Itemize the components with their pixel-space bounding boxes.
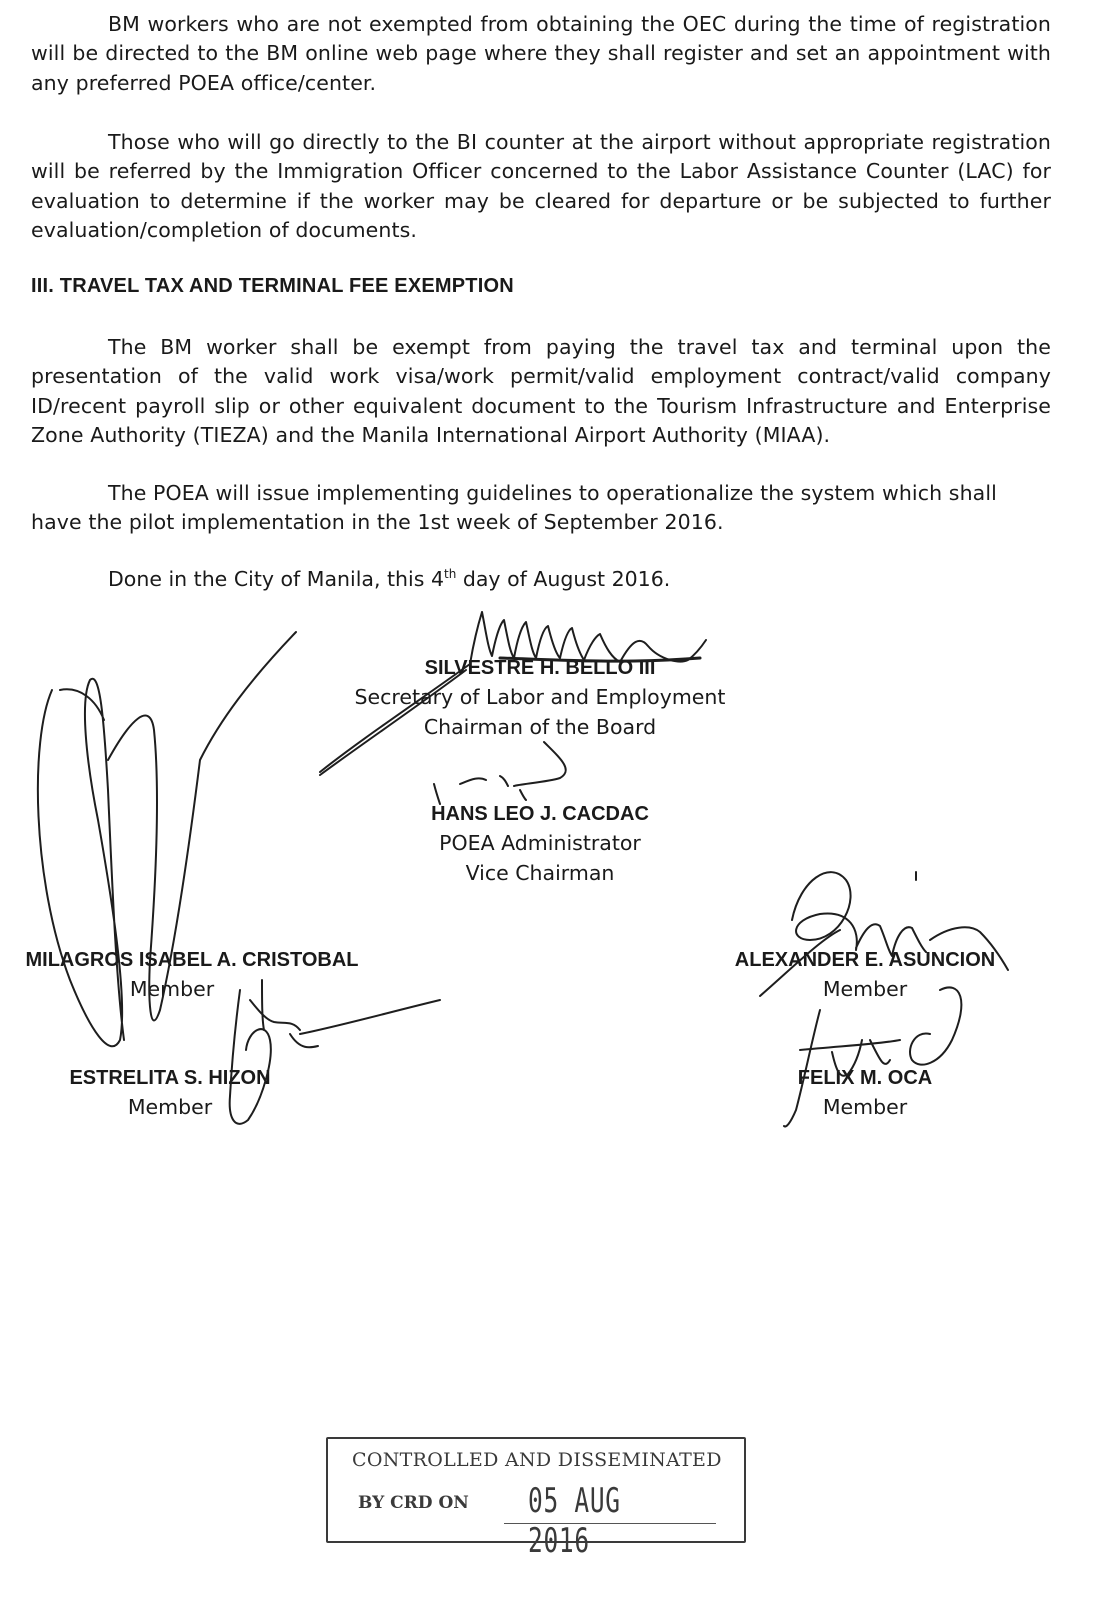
- signatory-name: MILAGROS ISABEL A. CRISTOBAL: [25, 949, 359, 971]
- paragraph-implementing-guidelines: [31, 479, 1001, 538]
- done-prefix: Done in the City of Manila, this: [108, 567, 425, 591]
- section-heading: III. TRAVEL TAX AND TERMINAL FEE EXEMPTION: [31, 275, 514, 297]
- signatory-role: Member: [129, 977, 215, 1002]
- signatory-name: HANS LEO J. CACDAC: [431, 803, 649, 825]
- signatory-title: POEA Administrator: [439, 831, 641, 856]
- signatory-name: SILVESTRE H. BELLO III: [424, 657, 656, 679]
- paragraph-text: The BM worker shall be exempt from paying the travel tax and terminal upon the presentation of the valid work visa/work permit/valid employment contract/valid company ID/recent payroll slip or other equivalent document to the Tourism Infrastructure and Enterprise Zone Authority (TIEZA) and the Manila International Airport Authority (MIAA).: [31, 335, 1051, 447]
- paragraph-travel-tax: [31, 333, 1051, 450]
- signatory-title: Secretary of Labor and Employment: [354, 685, 726, 710]
- signature-block-member-oca: [760, 1064, 970, 1123]
- paragraph-oec-registration: [31, 10, 1051, 98]
- done-day: 4: [430, 567, 444, 591]
- signatory-title: Vice Chairman: [465, 860, 615, 885]
- signatory-role: Member: [127, 1095, 213, 1120]
- signatory-name: ALEXANDER E. ASUNCION: [734, 949, 996, 971]
- stamp-date: 05 AUG 2016: [528, 1481, 621, 1561]
- signature-block-vice-chairman: [380, 800, 700, 888]
- paragraph-text: BM workers who are not exempted from obtaining the OEC during the time of registration will be directed to the BM online web page where they shall register and set an appointment with any preferred POEA office/center.: [31, 12, 1051, 95]
- signature-block-member-hizon: [60, 1064, 280, 1123]
- signatory-title: Chairman of the Board: [423, 714, 657, 739]
- signatory-role: Member: [822, 1095, 908, 1120]
- signature-block-member-cristobal: [22, 946, 362, 1005]
- stamp-date-underline: [504, 1523, 716, 1524]
- paragraph-text: The POEA will issue implementing guidelines to operationalize the system which shall have the pilot implementation in the 1st week of September 2016.: [31, 481, 997, 535]
- signatory-name: ESTRELITA S. HIZON: [69, 1067, 271, 1089]
- signatory-name: FELIX M. OCA: [797, 1067, 933, 1089]
- done-suffix: th: [444, 567, 457, 581]
- done-rest: day of August 2016.: [462, 567, 671, 591]
- paragraph-bi-counter: [31, 128, 1051, 245]
- signatory-role: Member: [822, 977, 908, 1002]
- signature-cacdac: [434, 742, 566, 804]
- stamp-by-crd: BY CRD ON: [358, 1493, 469, 1513]
- controlled-disseminated-stamp: [326, 1437, 746, 1561]
- done-in-city-line: [108, 567, 670, 591]
- paragraph-text: Those who will go directly to the BI counter at the airport without appropriate registration will be referred by the Immigration Officer concerned to the Labor Assistance Counter (LAC) for evaluation to determine if the worker may be cleared for departure or be subjected to further evaluation/completion of documents.: [31, 130, 1051, 242]
- stamp-line1: CONTROLLED AND DISSEMINATED: [352, 1449, 722, 1471]
- signature-block-chairman: [330, 654, 750, 742]
- signature-block-member-asuncion: [720, 946, 1010, 1005]
